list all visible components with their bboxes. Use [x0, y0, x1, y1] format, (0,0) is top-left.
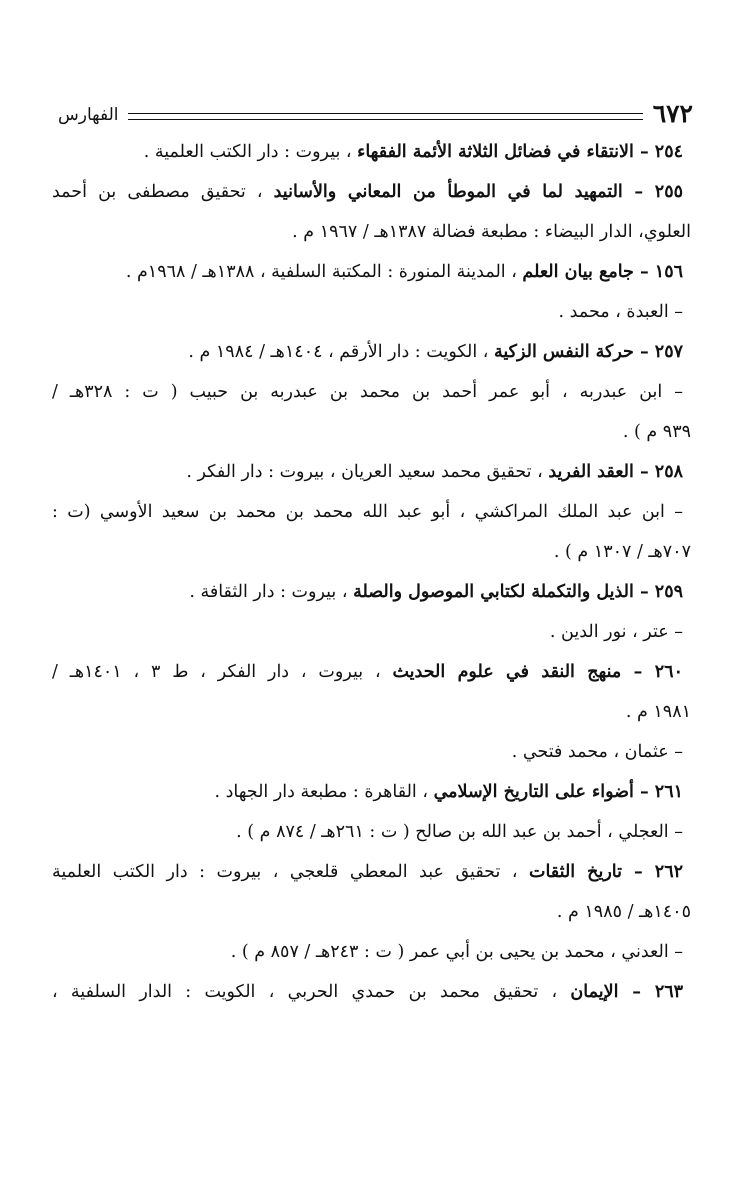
- entry-details: ، بيروت : دار الثقافة .: [189, 582, 354, 602]
- entry-details: ، المدينة المنورة : المكتبة السلفية ، ١٣٨٨هـ / ١٩٦٨م .: [125, 262, 523, 282]
- line-text: ١٤٠٥هـ / ١٩٨٥ م .: [556, 902, 691, 922]
- entry-number: ٢٦٣: [654, 982, 684, 1002]
- line-text: ١٩٨١ م .: [625, 702, 691, 722]
- entry-line: [52, 578, 691, 618]
- entry-dash: –: [621, 862, 655, 882]
- entry-line: [52, 178, 691, 218]
- entry-number: ٢٥٨: [654, 462, 683, 482]
- entry-dash: –: [633, 142, 655, 162]
- line-text: – العجلي ، أحمد بن عبد الله بن صالح ( ت : ٢٦١هـ / ٨٧٤ م ) .: [236, 822, 683, 842]
- index-entries: [52, 138, 691, 1018]
- entry-dash: –: [618, 982, 655, 1002]
- entry-dash: –: [633, 342, 655, 362]
- entry-title: منهج النقد في علوم الحديث: [392, 662, 622, 682]
- line-text: ٧٠٧هـ / ١٣٠٧ م ) .: [553, 542, 691, 562]
- entry-title: حركة النفس الزكية: [494, 342, 634, 362]
- entry-number: ٢٦١: [654, 782, 683, 802]
- entry-line: [52, 978, 691, 1018]
- page-header: [58, 88, 693, 128]
- entry-dash: –: [633, 782, 655, 802]
- text-line: [52, 618, 691, 658]
- text-line: [52, 298, 691, 338]
- text-line: [52, 738, 691, 778]
- entry-details: ، تحقيق مصطفى بن أحمد: [52, 182, 274, 202]
- entry-line: [52, 138, 691, 178]
- entry-dash: –: [633, 262, 655, 282]
- entry-number: ٢٦٢: [654, 862, 683, 882]
- entry-details: ، القاهرة : مطبعة دار الجهاد .: [214, 782, 434, 802]
- entry-title: الإيمان: [570, 982, 619, 1002]
- header-rule: [128, 113, 642, 120]
- entry-line: [52, 338, 691, 378]
- text-line: [52, 498, 691, 538]
- line-text: – ابن عبدربه ، أبو عمر أحمد بن محمد بن عبدربه بن حبيب ( ت : ٣٢٨هـ /: [52, 382, 683, 402]
- entry-dash: –: [633, 462, 655, 482]
- text-line: [52, 938, 691, 978]
- entry-title: التمهيد لما في الموطأ من المعاني والأسانيد: [273, 182, 623, 202]
- text-line: [52, 378, 691, 418]
- entry-number: ٢٦٠: [654, 662, 683, 682]
- line-text: – العبدة ، محمد .: [558, 302, 683, 322]
- entry-details: ، تحقيق محمد بن حمدي الحربي ، الكويت : الدار السلفية ،: [52, 982, 571, 1002]
- entry-number: ٢٥٤: [654, 142, 683, 162]
- running-title: الفهارس: [58, 105, 119, 125]
- entry-line: [52, 658, 691, 698]
- text-line: [52, 698, 691, 738]
- entry-title: أضواء على التاريخ الإسلامي: [433, 782, 634, 802]
- entry-line: [52, 258, 691, 298]
- entry-line: [52, 778, 691, 818]
- entry-dash: –: [621, 662, 655, 682]
- text-line: [52, 218, 691, 258]
- entry-details: ، بيروت : دار الكتب العلمية .: [143, 142, 358, 162]
- entry-details: ، تحقيق عبد المعطي قلعجي ، بيروت : دار الكتب العلمية: [52, 862, 529, 882]
- page-number: ٦٧٢: [652, 99, 693, 128]
- entry-number: ٢٥٥: [654, 182, 683, 202]
- line-text: – ابن عبد الملك المراكشي ، أبو عبد الله محمد بن محمد بن سعيد الأوسي (ت :: [52, 502, 683, 522]
- line-text: العلوي، الدار البيضاء : مطبعة فضالة ١٣٨٧هـ / ١٩٦٧ م .: [292, 222, 691, 242]
- entry-dash: –: [622, 182, 655, 202]
- entry-details: ، الكويت : دار الأرقم ، ١٤٠٤هـ / ١٩٨٤ م .: [188, 342, 494, 362]
- entry-title: الانتقاء في فضائل الثلاثة الأئمة الفقهاء: [357, 142, 634, 162]
- text-line: [52, 538, 691, 578]
- entry-line: [52, 458, 691, 498]
- entry-number: ١٥٦: [654, 262, 683, 282]
- line-text: – عثمان ، محمد فتحي .: [511, 742, 683, 762]
- line-text: – العدني ، محمد بن يحيى بن أبي عمر ( ت : ٢٤٣هـ / ٨٥٧ م ) .: [230, 942, 683, 962]
- text-line: [52, 818, 691, 858]
- text-line: [52, 418, 691, 458]
- entry-details: ، بيروت ، دار الفكر ، ط ٣ ، ١٤٠١هـ /: [52, 662, 393, 682]
- entry-title: جامع بيان العلم: [522, 262, 634, 282]
- entry-title: العقد الفريد: [548, 462, 634, 482]
- entry-title: الذيل والتكملة لكتابي الموصول والصلة: [353, 582, 634, 602]
- entry-line: [52, 858, 691, 898]
- entry-details: ، تحقيق محمد سعيد العريان ، بيروت : دار الفكر .: [186, 462, 549, 482]
- entry-number: ٢٥٩: [654, 582, 683, 602]
- entry-number: ٢٥٧: [654, 342, 683, 362]
- text-line: [52, 898, 691, 938]
- line-text: – عتر ، نور الدين .: [549, 622, 683, 642]
- entry-title: تاريخ الثقات: [529, 862, 622, 882]
- entry-dash: –: [633, 582, 655, 602]
- line-text: ٩٣٩ م ) .: [622, 422, 691, 442]
